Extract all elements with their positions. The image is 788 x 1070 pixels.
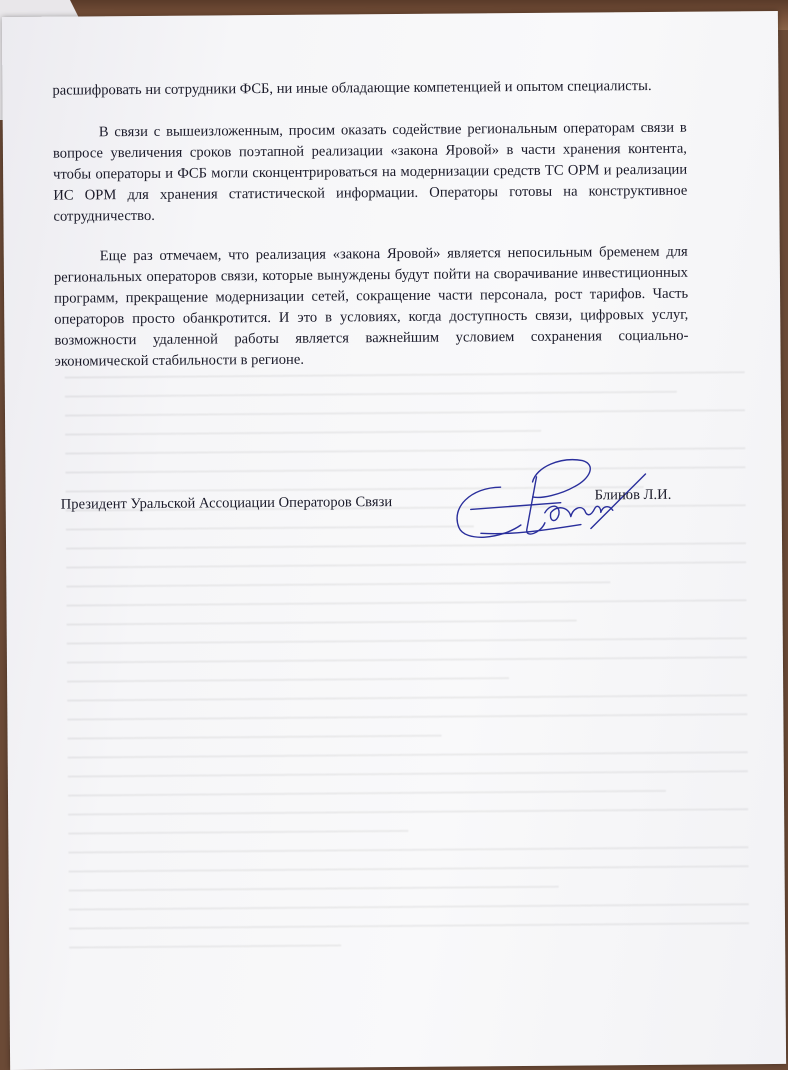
signature-block [61, 482, 701, 547]
paragraph-conclusion: Еще раз отмечаем, что реализация «закона Яровой» является непосильным бременем для региональных операторов связи, которые вынуждены будут пойти на сворачивание инвестиционных программ, прекращение модернизации сетей, сокращение части персонала, рост тарифов. Часть операторов просто обанкротится. И это в условиях, когда доступность связи, цифровых услуг, возможности удаленной работы является важнейшим условием сохранения социально-экономической стабильности в регионе. [53, 243, 689, 370]
paragraph-continuation: расшифровать ни сотрудники ФСБ, ни иные обладающие компетенцией и опытом специалисты. [52, 77, 652, 99]
signer-position: Президент Уральской Ассоциации Операторов Связи [60, 494, 393, 513]
letter-body [52, 76, 688, 392]
paragraph-request: В связи с вышеизложенным, просим оказать содействие региональным операторам связи в вопросе увеличения сроков поэтапной реализации «закона Яровой» в части хранения контента, чтобы операторы и ФСБ могли сконцентрироваться на модернизации средств ТС ОРМ и реализации ИС ОРМ для хранения статистической информации. Операторы готовы на конструктивное сотрудничество. [52, 119, 688, 225]
letter-page [2, 11, 786, 1070]
signer-name: Блинов Л.И. [594, 486, 672, 504]
